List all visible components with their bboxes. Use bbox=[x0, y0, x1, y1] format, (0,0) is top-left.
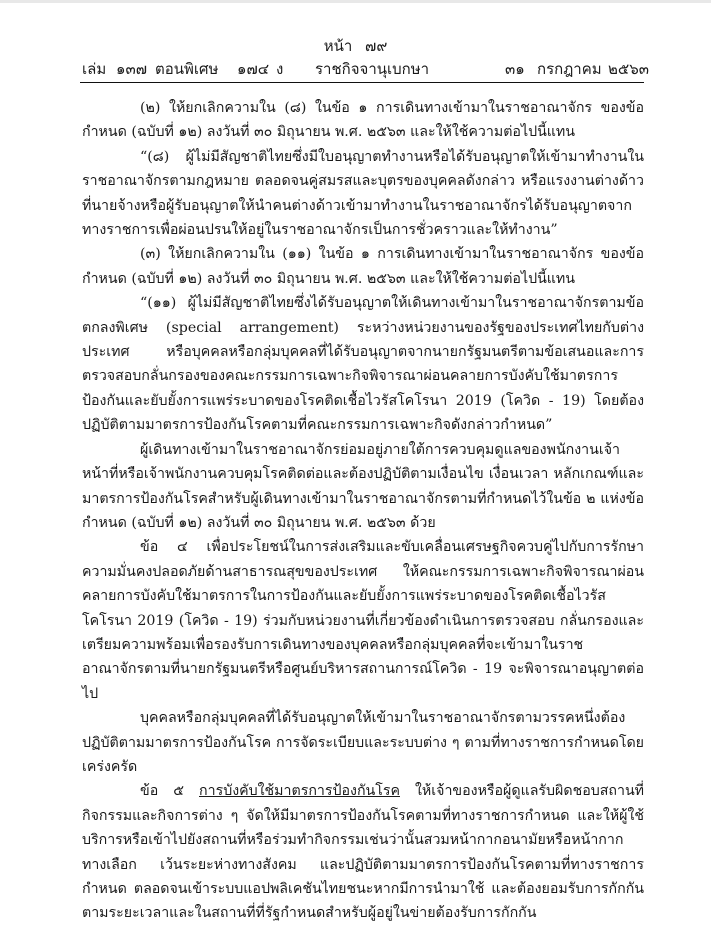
page-number bbox=[0, 36, 711, 56]
paragraph-article-4-para-2: บุคคลหรือกลุ่มบุคคลที่ได้รับอนุญาตให้เข้ามาในราชอาณาจักรตามวรรคหนึ่งต้องปฏิบัติตามมาตรการป้องกันโรค การจัดระเบียบและระบบต่าง ๆ ตามที่ทางราชการกำหนดโดยเคร่งครัด bbox=[82, 710, 644, 775]
paragraph-quoted-11: “(๑๑) ผู้ไม่มีสัญชาติไทยซึ่งได้รับอนุญาตให้เดินทางเข้ามาในราชอาณาจักรตามข้อตกลงพิเศษ (special arrangement) ระหว่างหน่วยงานของรัฐของประเทศไทยกับต่างประเทศ หรือบุคคลหรือกลุ่มบุคคลที่ได้รับอนุญาตจากนายกรัฐมนตรีตามข้อเสนอและการตรวจสอบกลั่นกรองของคณะกรรมการเฉพาะกิจพิจารณาผ่อนคลายการบังคับใช้มาตรการป้องกันและยับยั้งการแพร่ระบาดของโรคติดเชื้อไวรัสโคโรนา 2019 (โควิด - 19) โดยต้องปฏิบัติตามมาตรการป้องกันโรคตามที่คณะกรรมการเฉพาะกิจดังกล่าวกำหนด” bbox=[82, 295, 644, 434]
publication-name: ราชกิจจานุเบกษา bbox=[315, 60, 430, 78]
volume-label: เล่ม bbox=[82, 60, 107, 78]
paragraph-clause-3: (๓) ให้ยกเลิกความใน (๑๑) ในข้อ ๑ การเดินทางเข้ามาในราชอาณาจักร ของข้อกำหนด (ฉบับที่ ๑๒) ลงวันที่ ๓๐ มิถุนายน พ.ศ. ๒๕๖๓ และให้ใช้ความต่อไปนี้แทน bbox=[82, 246, 644, 287]
issue-number: ๑๗๔ bbox=[237, 60, 270, 78]
article-5-prefix: ข้อ ๕ bbox=[140, 783, 200, 800]
issue-suffix: ง bbox=[276, 60, 284, 78]
header-divider bbox=[80, 82, 644, 83]
paragraph-quoted-8: “(๘) ผู้ไม่มีสัญชาติไทยซึ่งมีใบอนุญาตทำงานหรือได้รับอนุญาตให้เข้ามาทำงานในราชอาณาจักรตามกฎหมาย ตลอดจนคู่สมรสและบุตรของบุคคลดังกล่าว หรือแรงงานต่างด้าวที่นายจ้างหรือผู้รับอนุญาตให้นำคนต่างด้าวเข้ามาทำงานในราชอาณาจักรได้รับอนุญาตจากทางราชการเพื่อผ่อนปรนให้อยู่ในราชอาณาจักรเป็นการชั่วคราวและให้ทำงาน” bbox=[82, 148, 644, 239]
paragraph-clause-2: (๒) ให้ยกเลิกความใน (๘) ในข้อ ๑ การเดินทางเข้ามาในราชอาณาจักร ของข้อกำหนด (ฉบับที่ ๑๒) ลงวันที่ ๓๐ มิถุนายน พ.ศ. ๒๕๖๓ และให้ใช้ความต่อไปนี้แทน bbox=[82, 100, 644, 141]
date-day: ๓๑ bbox=[505, 60, 525, 78]
paragraph-article-4: ข้อ ๔ เพื่อประโยชน์ในการส่งเสริมและขับเคลื่อนเศรษฐกิจควบคู่ไปกับการรักษาความมั่นคงปลอดภัยด้านสาธารณสุขของประเทศ ให้คณะกรรมการเฉพาะกิจพิจารณาผ่อนคลายการบังคับใช้มาตรการในการป้องกันและยับยั้งการแพร่ระบาดของโรคติดเชื้อไวรัสโคโรนา 2019 (โควิด - 19) ร่วมกับหน่วยงานที่เกี่ยวข้องดำเนินการตรวจสอบ กลั่นกรองและเตรียมความพร้อมเพื่อรองรับการเดินทางของบุคคลหรือกลุ่มบุคคลที่จะเข้ามาในราชอาณาจักรตามที่นายกรัฐมนตรีหรือศูนย์บริหารสถานการณ์โควิด - 19 จะพิจารณาอนุญาตต่อไป bbox=[82, 539, 644, 702]
article-5-heading: การบังคับใช้มาตรการป้องกันโรค bbox=[199, 783, 400, 800]
date-year: ๒๕๖๓ bbox=[608, 60, 650, 78]
document-body bbox=[82, 96, 644, 926]
paragraph-traveller-control: ผู้เดินทางเข้ามาในราชอาณาจักรย่อมอยู่ภายใต้การควบคุมดูแลของพนักงานเจ้าหน้าที่หรือเจ้าพนักงานควบคุมโรคติดต่อและต้องปฏิบัติตามเงื่อนไข เงื่อนเวลา หลักเกณฑ์และมาตรการป้องกันโรคสำหรับผู้เดินทางเข้ามาในราชอาณาจักรตามที่กำหนดไว้ในข้อ ๒ แห่งข้อกำหนด (ฉบับที่ ๑๒) ลงวันที่ ๓๐ มิถุนายน พ.ศ. ๒๕๖๓ ด้วย bbox=[82, 441, 644, 531]
issue-label: ตอนพิเศษ bbox=[155, 60, 219, 78]
paragraph-article-5 bbox=[82, 779, 644, 925]
running-header bbox=[82, 59, 650, 79]
volume-number: ๑๓๗ bbox=[116, 60, 148, 78]
page-label: หน้า bbox=[323, 37, 353, 55]
date-month: กรกฎาคม bbox=[537, 60, 602, 78]
page-number-value: ๗๙ bbox=[365, 37, 388, 55]
article-5-text: ให้เจ้าของหรือผู้ดูแลรับผิดชอบสถานที่ กิจกรรมและกิจการต่าง ๆ จัดให้มีมาตรการป้องกันโรคตามที่ทางราชการกำหนด และให้ผู้ใช้บริการหรือเข้าไปยังสถานที่หรือร่วมทำกิจกรรมเช่นว่านั้นสวมหน้ากากอนามัยหรือหน้ากากทางเลือก เว้นระยะห่างทางสังคม และปฏิบัติตามมาตรการป้องกันโรคตามที่ทางราชการกำหนด ตลอดจนเข้าระบบแอปพลิเคชันไทยชนะหากมีการนำมาใช้ และต้องยอมรับการกักกันตามระยะเวลาและในสถานที่ที่รัฐกำหนดสำหรับผู้อยู่ในข่ายต้องรับการกักกัน bbox=[82, 783, 644, 922]
